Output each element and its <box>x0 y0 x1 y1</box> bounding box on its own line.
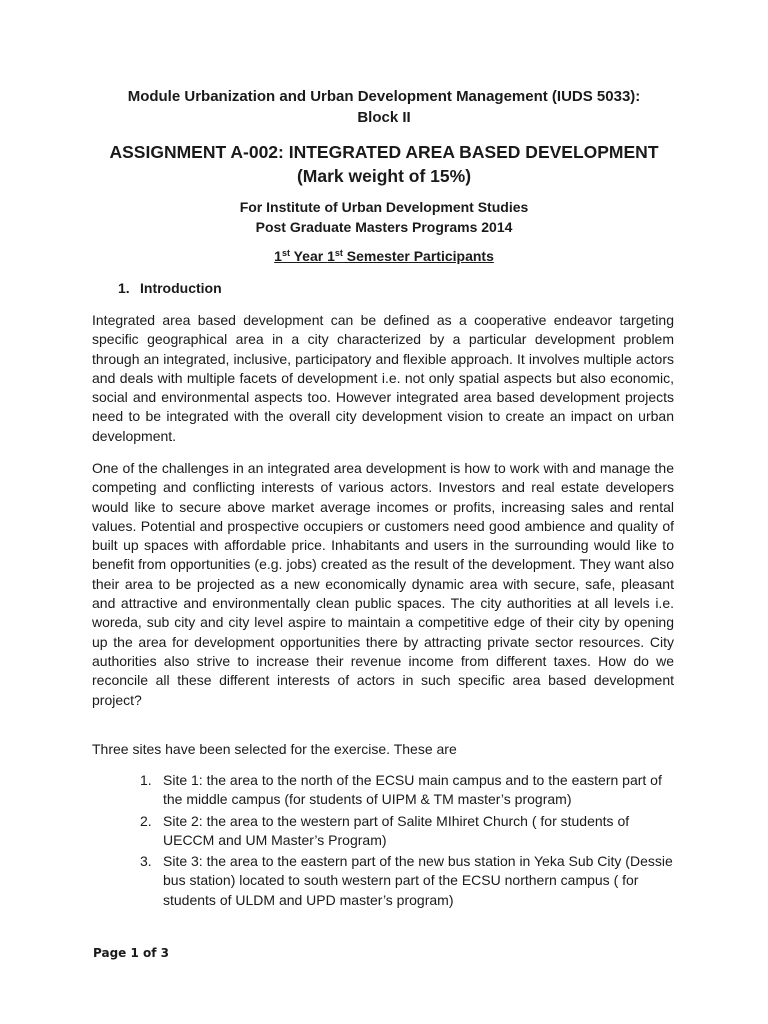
list-item <box>140 812 674 851</box>
section-heading-introduction <box>118 278 222 298</box>
module-block-line: Block II <box>357 109 411 126</box>
section-title: Introduction <box>140 280 222 296</box>
year-word: Year <box>289 248 328 264</box>
semester-participants-text: Semester Participants <box>342 248 494 264</box>
institute-line: For Institute of Urban Development Studies <box>239 199 529 215</box>
program-line: Post Graduate Masters Programs 2014 <box>255 219 513 235</box>
sites-list <box>140 771 674 912</box>
year-number: 1 <box>274 248 282 264</box>
list-item-text: Site 1: the area to the north of the ECSU main campus and to the eastern part of the middle campus (for students of UIPM & TM master’s program) <box>163 772 662 808</box>
year-ordinal: st <box>281 248 290 258</box>
paragraph-challenges: One of the challenges in an integrated area development is how to work with and manage the competing and conflicting interests of various actors. Investors and real estate developers would like to secure above market average incomes or profits, increasing sales and rental values. Potential and prospective occupiers or customers need good ambience and quality of built up spaces with affordable price. Inhabitants and users in the surrounding would like to benefit from opportunities (e.g. jobs) created as the result of the development. They want also their area to be projected as a new economically dynamic area with secure, safe, pleasant and attractive and environmentally clean public spaces. The city authorities at all levels i.e. woreda, sub city and city level aspire to maintain a competitive edge of their city by opening up the area for development opportunities there by attracting private sector resources. City authorities also strive to increase their revenue income from different taxes. How do we reconcile all these different interests of actors in such specific area based development project? <box>92 460 674 708</box>
paragraph-sites-intro: Three sites have been selected for the exercise. These are <box>92 741 457 757</box>
paragraph-intro-definition: Integrated area based development can be defined as a cooperative endeavor targeting specific geographical area in a city characterized by a particular development problem through an integrated, inclusive, participatory and flexible approach. It involves multiple actors and deals with multiple facets of development i.e. not only spatial aspects but also economic, social and environmental aspects too. However integrated area based development projects need to be integrated with the overall city development vision to create an impact on urban development. <box>92 312 674 444</box>
list-item-number: 3. <box>140 853 152 870</box>
participants-heading <box>60 246 708 266</box>
page-number-footer: Page 1 of 3 <box>93 946 169 960</box>
assignment-title: ASSIGNMENT A-002: INTEGRATED AREA BASED DEVELOPMENT <box>109 142 659 162</box>
institute-heading <box>60 197 708 237</box>
assignment-heading <box>60 140 708 188</box>
list-item <box>140 852 674 910</box>
mark-weight: (Mark weight of 15%) <box>296 166 472 186</box>
semester-number: 1 <box>327 248 335 264</box>
list-item-number: 2. <box>140 812 152 829</box>
list-item-text: Site 2: the area to the western part of Salite MIhiret Church ( for students of UECCM and UM Master’s Program) <box>163 812 630 848</box>
module-heading <box>60 86 708 128</box>
list-item-text: Site 3: the area to the eastern part of the new bus station in Yeka Sub City (Dessie bus station) located to south western part of the ECSU northern campus ( for students of ULDM and UPD master’s program) <box>163 853 673 908</box>
list-item-number: 1. <box>140 772 152 788</box>
semester-ordinal: st <box>334 248 343 258</box>
module-title-line: Module Urbanization and Urban Development Management (IUDS 5033): <box>127 88 641 105</box>
section-number: 1. <box>118 280 130 296</box>
list-item <box>140 771 674 810</box>
participants-line <box>274 248 494 264</box>
